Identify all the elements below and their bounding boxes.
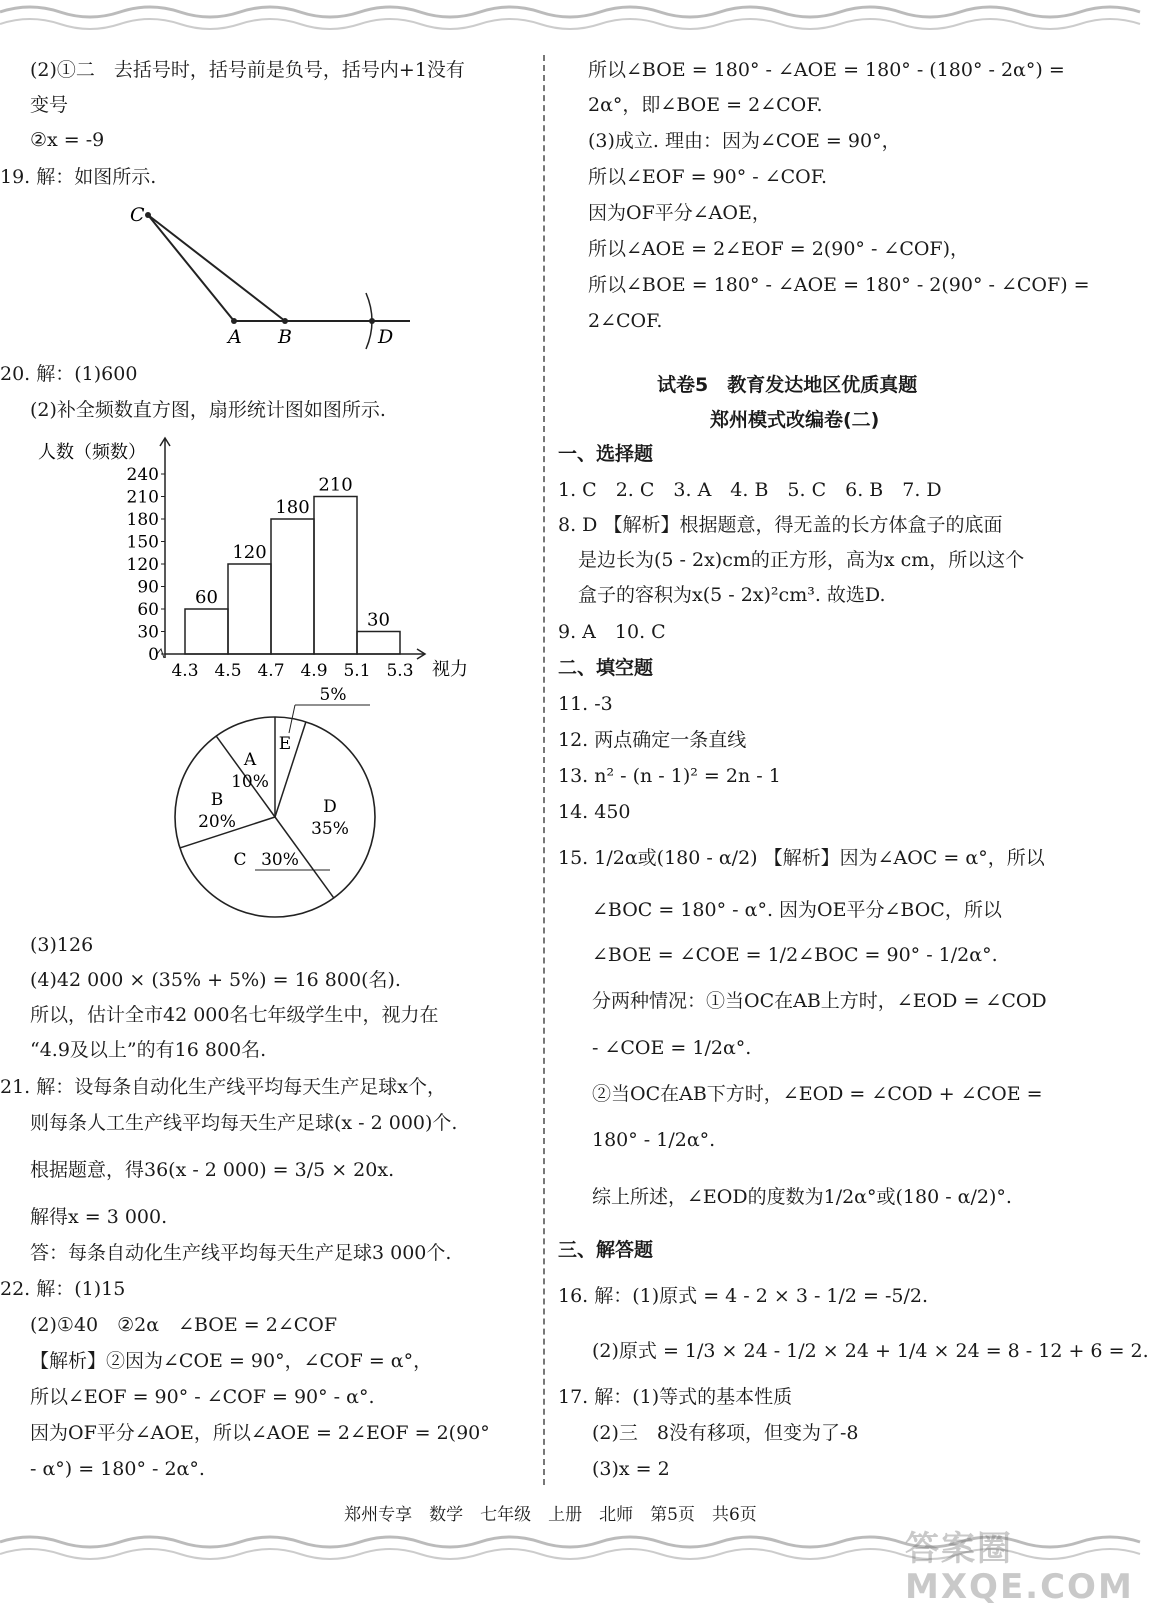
hist-y-tick-label: 210 (126, 487, 159, 508)
right2-line-11: 15. 1/2α或(180 - α/2) 【解析】因为∠AOC = α°，所以 (558, 847, 1045, 869)
right2-line-20: 16. 解：(1)原式 = 4 - 2 × 3 - 1/2 = -5/2. (558, 1285, 929, 1307)
right2-line-24: (3)x = 2 (592, 1458, 670, 1480)
hist-y-tick-label: 60 (137, 600, 159, 620)
right-line-5: 所以∠AOE = 2∠EOF = 2(90° - ∠COF)， (588, 238, 970, 260)
label-d: D (378, 326, 394, 348)
segment-ca (148, 215, 234, 321)
left-line-11: 则每条人工生产线平均每天生产足球(x - 2 000)个. (30, 1112, 458, 1134)
hist-y-tick-label: 240 (126, 465, 159, 485)
left-line-13: 解得x = 3 000. (30, 1206, 168, 1228)
column-divider (543, 55, 545, 1485)
right2-line-14: 分两种情况：①当OC在AB上方时，∠EOD = ∠COD (592, 990, 1047, 1012)
right2-line-7: 11. -3 (558, 693, 613, 715)
pie-label-e: E (278, 734, 292, 754)
left-line-15: 22. 解：(1)15 (0, 1278, 126, 1300)
pie-pct-d: 35% (311, 819, 349, 839)
hist-y-tick-label: 120 (126, 555, 159, 575)
hist-x-tick-label: 5.3 (386, 661, 414, 681)
geometry-figure (120, 195, 420, 355)
left-line-16: (2)①40 ②2α ∠BOE = 2∠COF (30, 1314, 338, 1336)
right2-line-8: 12. 两点确定一条直线 (558, 729, 747, 751)
pie-label-a: A (243, 750, 257, 770)
left-line-4: 20. 解：(1)600 (0, 363, 138, 385)
hist-bar (228, 564, 271, 654)
hist-bar-label: 30 (367, 609, 390, 631)
left-line-9: “4.9及以上”的有16 800名. (30, 1039, 267, 1061)
right2-line-16: ②当OC在AB下方时，∠EOD = ∠COD + ∠COE = (592, 1083, 1043, 1105)
left-line-3: 19. 解：如图所示. (0, 166, 157, 188)
exam-subtitle: 郑州模式改编卷(二) (710, 409, 880, 431)
right-line-1: 2α°，即∠BOE = 2∠COF. (588, 94, 823, 116)
right-line-6: 所以∠BOE = 180° - ∠AOE = 180° - 2(90° - ∠COF) = (588, 274, 1090, 296)
right-line-4: 因为OF平分∠AOE， (588, 202, 771, 224)
left-line-6: (3)126 (30, 934, 94, 956)
left-line-2: ②x = -9 (30, 129, 105, 151)
point-a (231, 318, 237, 324)
hist-bar (185, 609, 228, 654)
label-c: C (130, 204, 145, 226)
left-line-0: (2)①二 去括号时，括号前是负号，括号内+1没有 (30, 59, 465, 81)
pie-label-c: C (233, 850, 247, 870)
point-b (282, 318, 288, 324)
pie-pct-a: 10% (231, 772, 269, 792)
hist-y-tick-label: 180 (126, 510, 159, 530)
hist-y-tick-label: 0 (148, 645, 159, 665)
right2-line-4: 盒子的容积为x(5 - 2x)²cm³. 故选D. (578, 584, 886, 606)
hist-bar (314, 497, 357, 655)
hist-ylabel: 人数（频数） (38, 442, 146, 463)
right2-line-21: (2)原式 = 1/3 × 24 - 1/2 × 24 + 1/4 × 24 = 8 - 12 + 6 = 2. (592, 1340, 1149, 1362)
right2-line-1: 1. C 2. C 3. A 4. B 5. C 6. B 7. D (558, 479, 942, 501)
hist-bar-label: 120 (232, 542, 267, 563)
hist-bar (271, 519, 314, 654)
section-answer: 三、解答题 (558, 1239, 654, 1261)
hist-bar-label: 180 (275, 497, 310, 518)
histogram-chart (20, 430, 520, 690)
left-line-17: 【解析】②因为∠COE = 90°，∠COF = α°， (30, 1350, 433, 1372)
point-d (369, 318, 375, 324)
right-line-3: 所以∠EOF = 90° - ∠COF. (588, 166, 828, 188)
hist-bar-label: 210 (318, 474, 353, 496)
right2-line-12: ∠BOC = 180° - α°. 因为OE平分∠BOC，所以 (592, 899, 1002, 921)
right2-line-5: 9. A 10. C (558, 621, 666, 643)
hist-y-tick-label: 30 (137, 622, 159, 643)
hist-x-tick-label: 4.3 (171, 661, 199, 681)
right2-line-9: 13. n² - (n - 1)² = 2n - 1 (558, 765, 781, 787)
left-line-19: 因为OF平分∠AOE，所以∠AOE = 2∠EOF = 2(90° (30, 1422, 490, 1444)
right-line-7: 2∠COF. (588, 310, 663, 332)
left-line-7: (4)42 000 × (35% + 5%) = 16 800(名). (30, 969, 401, 991)
left-line-8: 所以，估计全市42 000名七年级学生中，视力在 (30, 1004, 439, 1026)
page-footer: 郑州专享 数学 七年级 上册 北师 第5页 共6页 (344, 1505, 757, 1525)
hist-xlabel: 视力 (432, 659, 468, 680)
left-line-12: 根据题意，得36(x - 2 000) = 3/5 × 20x. (30, 1159, 395, 1181)
right2-line-22: 17. 解：(1)等式的基本性质 (558, 1386, 793, 1408)
right-line-2: (3)成立. 理由：因为∠COE = 90°， (588, 130, 901, 152)
right2-line-18: 综上所述，∠EOD的度数为1/2α°或(180 - α/2)°. (592, 1186, 1012, 1208)
segment-cb (148, 215, 285, 321)
pie-chart (160, 685, 400, 930)
hist-x-tick-label: 5.1 (343, 661, 371, 681)
right2-line-13: ∠BOE = ∠COE = 1/2∠BOC = 90° - 1/2α°. (592, 944, 998, 966)
point-c (145, 212, 151, 218)
right2-line-17: 180° - 1/2α°. (592, 1129, 716, 1151)
right2-line-23: (2)三 8没有移项，但变为了-8 (592, 1422, 859, 1444)
left-line-14: 答：每条自动化生产线平均每天生产足球3 000个. (30, 1242, 452, 1264)
label-b: B (278, 326, 292, 348)
right2-line-10: 14. 450 (558, 801, 631, 823)
right2-line-2: 8. D 【解析】根据题意，得无盖的长方体盒子的底面 (558, 514, 1003, 536)
section-choice: 一、选择题 (558, 443, 654, 465)
label-a: A (228, 326, 242, 348)
exam-title: 试卷5 教育发达地区优质真题 (657, 374, 918, 396)
pie-pct-b: 20% (198, 812, 236, 832)
hist-x-tick-label: 4.9 (300, 661, 328, 681)
left-line-5: (2)补全频数直方图，扇形统计图如图所示. (30, 399, 386, 421)
left-line-18: 所以∠EOF = 90° - ∠COF = 90° - α°. (30, 1386, 375, 1408)
right2-line-15: - ∠COE = 1/2α°. (592, 1037, 752, 1059)
left-line-20: - α°) = 180° - 2α°. (30, 1458, 205, 1480)
hist-bar (357, 632, 400, 655)
pie-label-d: D (323, 797, 337, 817)
right-line-0: 所以∠BOE = 180° - ∠AOE = 180° - (180° - 2α°) = (588, 59, 1065, 81)
hist-bar-label: 60 (195, 587, 218, 608)
hist-x-tick-label: 4.5 (214, 661, 242, 681)
left-line-1: 变号 (30, 94, 69, 116)
hist-x-tick-label: 4.7 (257, 661, 285, 681)
hist-y-tick-label: 90 (137, 577, 159, 598)
top-wave-border (0, 0, 1101, 40)
watermark-text: 答案圈 MXQE.COM (905, 1529, 1134, 1607)
pie-pct-e: 5% (319, 685, 347, 705)
hist-y-tick-label: 150 (126, 532, 159, 553)
right2-line-3: 是边长为(5 - 2x)cm的正方形，高为x cm，所以这个 (578, 549, 1025, 571)
watermark-logo (905, 1529, 1134, 1607)
pie-label-b: B (210, 790, 224, 810)
section-fill: 二、填空题 (558, 657, 654, 679)
pie-pct-c: 30% (261, 850, 299, 870)
left-line-10: 21. 解：设每条自动化生产线平均每天生产足球x个， (0, 1076, 446, 1098)
